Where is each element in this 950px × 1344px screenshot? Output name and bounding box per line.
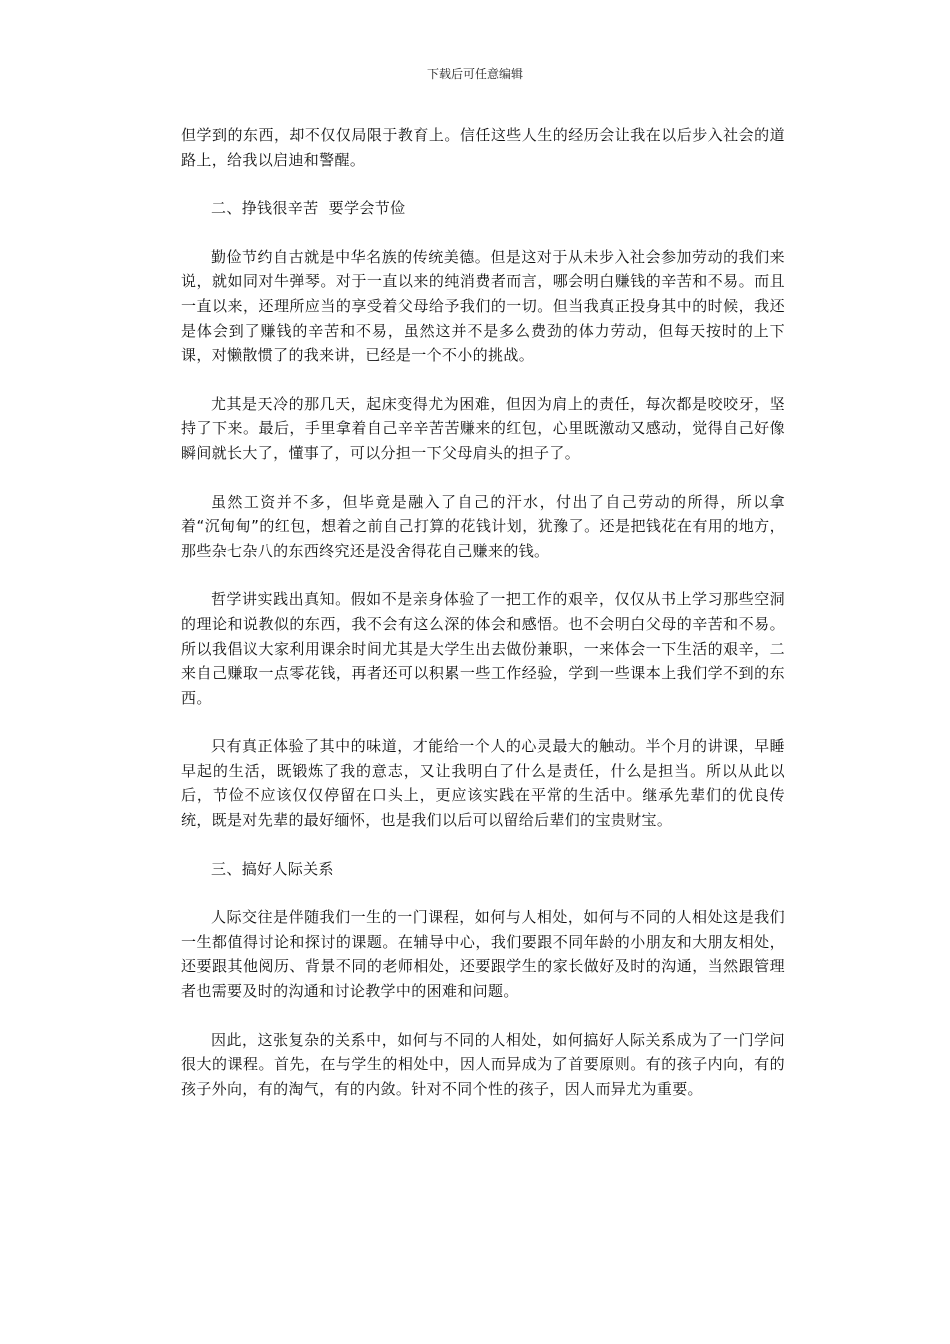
paragraph: 勤俭节约自古就是中华名族的传统美德。但是这对于从未步入社会参加劳动的我们来说，就如同对牛弹琴。对于一直以来的纯消费者而言，哪会明白赚钱的辛苦和不易。而且一直以来，还理所应当的享受着父母给予我们的一切。但当我真正投身其中的时候，我还是体会到了赚钱的辛苦和不易，虽然这并不是多么费劲的体力劳动，但每天按时的上下课，对懒散惯了的我来讲，已经是一个不小的挑战。 [181,247,785,365]
paragraph: 人际交往是伴随我们一生的一门课程，如何与人相处，如何与不同的人相处这是我们一生都值得讨论和探讨的课题。在辅导中心，我们要跟不同年龄的小朋友和大朋友相处，还要跟其他阅历、背景不同的老师相处，还要跟学生的家长做好及时的沟通，当然跟管理者也需要及时的沟通和讨论教学中的困难和问题。 [181,908,785,1001]
paragraph: 哲学讲实践出真知。假如不是亲身体验了一把工作的艰辛，仅仅从书上学习那些空洞的理论和说教似的东西，我不会有这么深的体会和感悟。也不会明白父母的辛苦和不易。所以我倡议大家利用课余时间尤其是大学生出去做份兼职，一来体会一下生活的艰辛，二来自己赚取一点零花钱，再者还可以积累一些工作经验，学到一些课本上我们学不到的东西。 [181,590,785,707]
paragraph: 尤其是天冷的那几天，起床变得尤为困难，但因为肩上的责任，每次都是咬咬牙，坚持了下来。最后，手里拿着自己辛辛苦苦赚来的红包，心里既激动又感动，觉得自己好像瞬间就长大了，懂事了，可以分担一下父母肩头的担子了。 [181,394,785,462]
section-heading-3: 三、搞好人际关系 [211,859,334,878]
paragraph-continued: 但学到的东西，却不仅仅局限于教育上。信任这些人生的经历会让我在以后步入社会的道路上，给我以启迪和警醒。 [181,126,785,169]
paragraph: 只有真正体验了其中的味道，才能给一个人的心灵最大的触动。半个月的讲课，早睡早起的生活，既锻炼了我的意志，又让我明白了什么是责任，什么是担当。所以从此以后，节俭不应该仅仅停留在口头上，更应该实践在平常的生活中。继承先辈们的优良传统，既是对先辈的最好缅怀，也是我们以后可以留给后辈们的宝贵财宝。 [181,737,785,830]
paragraph: 因此，这张复杂的关系中，如何与不同的人相处，如何搞好人际关系成为了一门学问很大的课程。首先，在与学生的相处中，因人而异成为了首要原则。有的孩子内向，有的孩子外向，有的淘气，有的内敛。针对不同个性的孩子，因人而异尤为重要。 [181,1030,785,1098]
document-body [181,123,785,1125]
paragraph: 虽然工资并不多，但毕竟是融入了自己的汗水，付出了自己劳动的所得，所以拿着“沉甸甸”的红包，想着之前自己打算的花钱计划，犹豫了。还是把钱花在有用的地方，那些杂七杂八的东西终究还是没舍得花自己赚来的钱。 [181,492,785,560]
page-header: 下载后可任意编辑 [426,67,523,81]
section-heading-2: 二、挣钱很辛苦 要学会节俭 [211,199,406,218]
